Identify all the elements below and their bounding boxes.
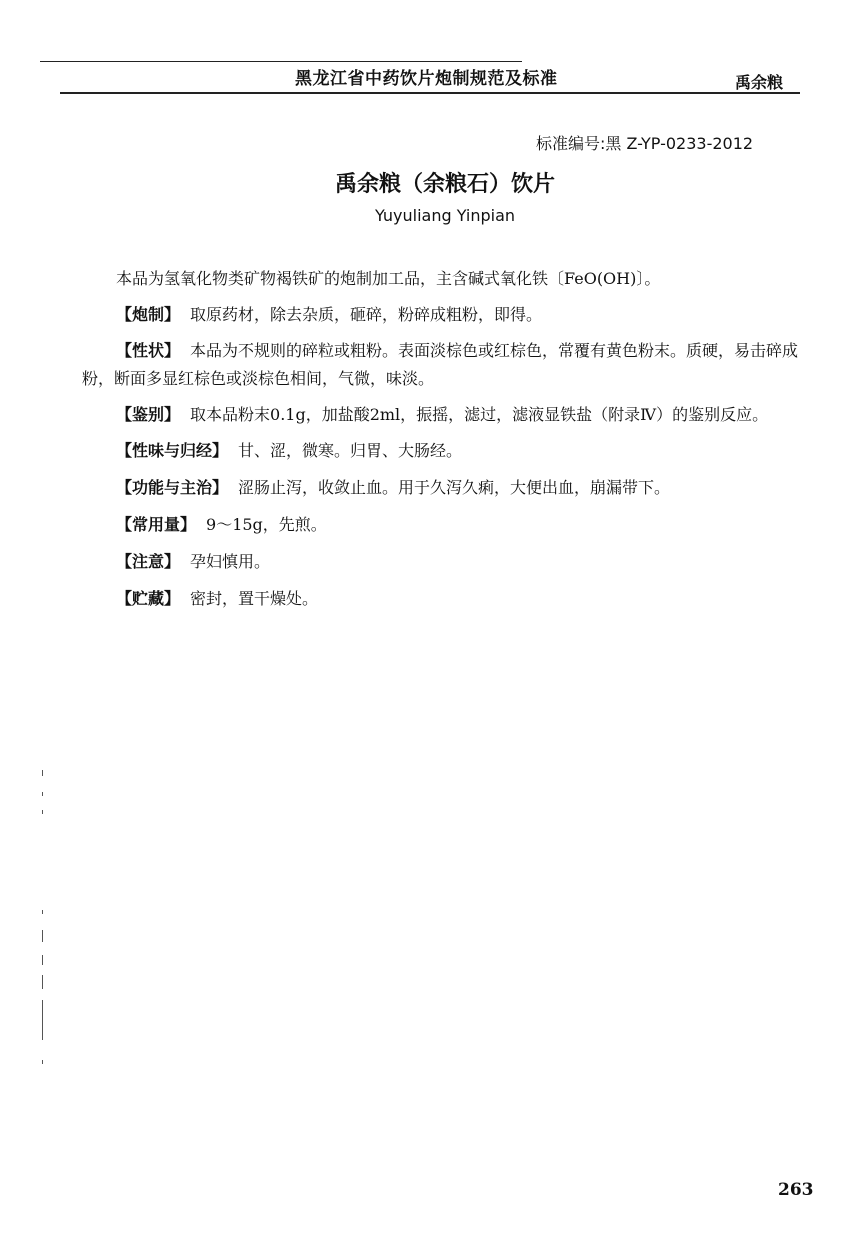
section-label: 【注意】 <box>116 552 181 571</box>
monograph-title: 禹余粮（余粮石）饮片 <box>334 171 555 197</box>
page-number: 263 <box>778 1180 814 1200</box>
intro-paragraph <box>82 265 802 293</box>
intro-text: 本品为氢氧化物类矿物褐铁矿的炮制加工品，主含碱式氧化铁〔FeO(OH)〕。 <box>116 269 661 288</box>
section-label: 【性状】 <box>116 341 181 360</box>
section-identification <box>82 401 802 429</box>
section-text: 密封，置干燥处。 <box>190 589 319 608</box>
header-top-rule <box>40 61 522 62</box>
section-functions-indications <box>82 474 802 502</box>
header-bottom-rule <box>60 92 800 94</box>
running-header-section: 禹余粮 <box>735 73 784 92</box>
section-label: 【功能与主治】 <box>116 478 229 497</box>
section-text: 孕妇慎用。 <box>190 552 271 571</box>
section-processing <box>82 301 802 329</box>
section-text: 取本品粉末0.1g，加盐酸2ml，振摇，滤过，滤液显铁盐（附录Ⅳ）的鉴别反应。 <box>190 405 769 424</box>
section-text: 涩肠止泻，收敛止血。用于久泻久痢，大便出血，崩漏带下。 <box>238 478 671 497</box>
section-label: 【性味与归经】 <box>116 441 229 460</box>
running-header-title: 黑龙江省中药饮片炮制规范及标准 <box>295 69 558 89</box>
scan-artifact-marks <box>38 770 50 1070</box>
section-nature-meridian <box>82 437 802 465</box>
monograph-subtitle: Yuyuliang Yinpian <box>374 206 516 225</box>
section-description <box>82 337 802 393</box>
section-precautions <box>82 548 802 576</box>
standard-number: 标准编号:黑 Z-YP-0233-2012 <box>536 134 754 153</box>
section-label: 【鉴别】 <box>116 405 181 424</box>
section-label: 【贮藏】 <box>116 589 181 608</box>
section-text: 9～15g，先煎。 <box>206 515 327 534</box>
monograph-body <box>82 265 802 622</box>
section-text: 甘、涩，微寒。归胃、大肠经。 <box>238 441 463 460</box>
section-label: 【炮制】 <box>116 305 181 324</box>
section-text: 取原药材，除去杂质，砸碎，粉碎成粗粉，即得。 <box>190 305 543 324</box>
section-storage <box>82 585 802 613</box>
section-label: 【常用量】 <box>116 515 197 534</box>
section-dosage <box>82 511 802 539</box>
section-text: 本品为不规则的碎粒或粗粉。表面淡棕色或红棕色，常覆有黄色粉末。质硬，易击碎成粉，断面多显红棕色或淡棕色相间，气微，味淡。 <box>82 341 799 388</box>
